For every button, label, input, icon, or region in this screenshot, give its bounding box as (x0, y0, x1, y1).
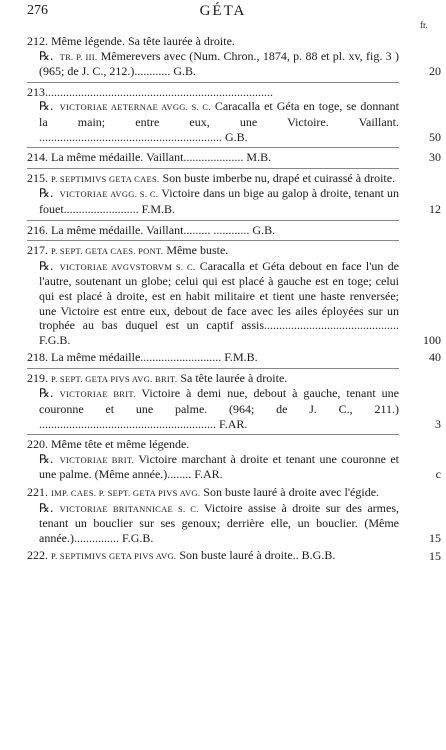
entry-head-text: 220. Même tête et même légende. (27, 437, 190, 452)
entry-obverse (27, 34, 399, 49)
price-value: 15 (429, 549, 441, 564)
entry-reverse-text: Caracalla et Géta debout en face l'un de l'autre, soutenant un globe; celui qui est placé à gauche est en toge; celui qui est placé à droite, est en habit militaire et tient une haste renversée; une Victoire est entre eux, debout de face avec les ailes éployées sur un trophée au bas duquel est un captif assis............................................. F.G.B. (39, 258, 399, 347)
entry-head-text: 217. (27, 243, 51, 258)
entry-reverse (27, 259, 399, 348)
entry-obverse (27, 150, 399, 165)
price-value: 50 (429, 129, 441, 144)
legend-small-caps: VICTORIAE AVGVSTORVM S. C. (59, 261, 196, 272)
catalog-entry (27, 548, 441, 564)
reverse-symbol: ℞. (39, 386, 54, 401)
reverse-symbol: ℞. (39, 258, 54, 273)
entry-head-rest: Même buste. (163, 243, 229, 258)
legend-small-caps: VICTORIAE AVGG. S. C. (59, 189, 159, 200)
price-value: c (435, 467, 441, 482)
legend-small-caps: VICTORIAE BRIT. (59, 454, 135, 465)
entry-obverse (27, 171, 399, 187)
entry-reverse-text: Victoire assise à droite sur des armes, tenant un bouclier sur ses genoux; derrière elle, un bouclier. (Même année.)............... F.G.B. (39, 500, 399, 545)
legend-small-caps: P. SEPTIMIVS GETA CAES. (51, 173, 160, 184)
entry-obverse (27, 485, 399, 501)
reverse-symbol: ℞. (39, 451, 54, 466)
legend-small-caps: P. SEPT. GETA PIVS AVG. BRIT. (51, 373, 178, 384)
catalog-entry (27, 434, 441, 482)
price-value: 3 (435, 416, 441, 431)
catalog-entry (27, 485, 441, 545)
entry-head-rest: Son buste lauré à droite avec l'égide. (200, 485, 380, 500)
entry-obverse (27, 350, 399, 365)
catalog-entry (27, 220, 399, 238)
entry-head-text: 221. (27, 485, 51, 500)
price-value: 40 (429, 350, 441, 365)
entry-head-text: 218. La même médaille........................... F.M.B. (27, 350, 258, 365)
entry-reverse (27, 186, 399, 216)
price-value: 12 (429, 201, 441, 216)
legend-small-caps: IMP. CAES. P. SEPT. GETA PIVS AVG. (51, 488, 201, 499)
legend-small-caps: VICTORIAE BRIT. (59, 389, 136, 400)
entry-obverse (27, 437, 399, 452)
entry-reverse (27, 386, 399, 431)
legend-small-caps: TR. P. III. (59, 51, 98, 62)
entry-head-text: 215. (27, 170, 51, 185)
price-value: 100 (423, 332, 441, 347)
entry-obverse (27, 548, 399, 564)
margin-note: fr. (420, 20, 428, 30)
entry-reverse-text: Caracalla et Géta en toge, se donnant la main; entre eux, une Victoire. Vaillant. ............................................................. G.B. (39, 99, 399, 144)
catalog-body (27, 34, 441, 567)
catalog-entry (27, 240, 441, 347)
legend-small-caps: P. SEPT. GETA CAES. PONT. (51, 246, 164, 257)
entry-obverse (27, 223, 399, 238)
page-title: GÉTA (199, 3, 247, 19)
entry-reverse-text: Victoire dans un bige au galop à droite, tenant un fouet......................... F.M.B. (39, 186, 399, 216)
entry-reverse (27, 452, 399, 482)
page-number: 276 (27, 3, 48, 18)
entry-head-text: 214. La même médaille. Vaillant.................... M.B. (27, 150, 272, 165)
reverse-symbol: ℞. (39, 99, 54, 114)
legend-small-caps: VICTORIAE BRITANNICAE S. C. (59, 503, 199, 514)
entry-head-text: 212. Même légende. Sa tête laurée à droite. (27, 34, 235, 48)
catalog-entry (27, 350, 441, 365)
entry-reverse (27, 501, 399, 546)
entry-head-rest: Son buste lauré à droite.. B.G.B. (176, 548, 336, 563)
legend-small-caps: VICTORIAE AETERNAE AVGG. S. C. (59, 102, 211, 113)
catalog-entry (27, 34, 441, 79)
entry-head-rest: Sa tête laurée à droite. (177, 370, 288, 385)
entry-obverse (27, 243, 399, 259)
entry-obverse (27, 371, 399, 387)
reverse-symbol: ℞. (39, 48, 54, 63)
catalog-entry (27, 82, 441, 144)
reverse-symbol: ℞. (39, 500, 54, 515)
entry-head-text: 216. La même médaille. Vaillant......... ............ G.B. (27, 222, 276, 237)
catalog-entry (27, 168, 441, 217)
entry-reverse (27, 49, 399, 79)
price-value: 20 (429, 64, 441, 79)
entry-head-text: 219. (27, 370, 51, 385)
catalog-entry (27, 368, 441, 431)
entry-reverse-text: Mêmerevers avec (Num. Chron., 1874, p. 88 et pl. xv, fig. 3 ) (965; de J. C., 212.)............ G.B. (39, 48, 399, 79)
entry-reverse (27, 99, 399, 144)
catalog-entry (27, 147, 441, 165)
price-value: 15 (429, 530, 441, 545)
price-value: 30 (429, 150, 441, 165)
entry-head-text: 222. (27, 548, 51, 563)
reverse-symbol: ℞. (39, 186, 54, 201)
entry-reverse-text: Victoire marchant à droite et tenant une couronne et une palme. (Même année.)........ F.AR. (39, 451, 399, 482)
entry-head-text: 213............................................................................ (27, 84, 273, 99)
entry-head-rest: Son buste imberbe nu, drapé et cuirassé à droite. (159, 170, 396, 185)
entry-obverse (27, 85, 399, 100)
entry-reverse-text: Victoire à demi nue, debout à gauche, tenant une couronne et une palme. (964; de J. C., 211.) ........................................................... F.AR. (39, 386, 399, 431)
legend-small-caps: P. SEPTIMIVS GETA PIVS AVG. (51, 551, 177, 562)
